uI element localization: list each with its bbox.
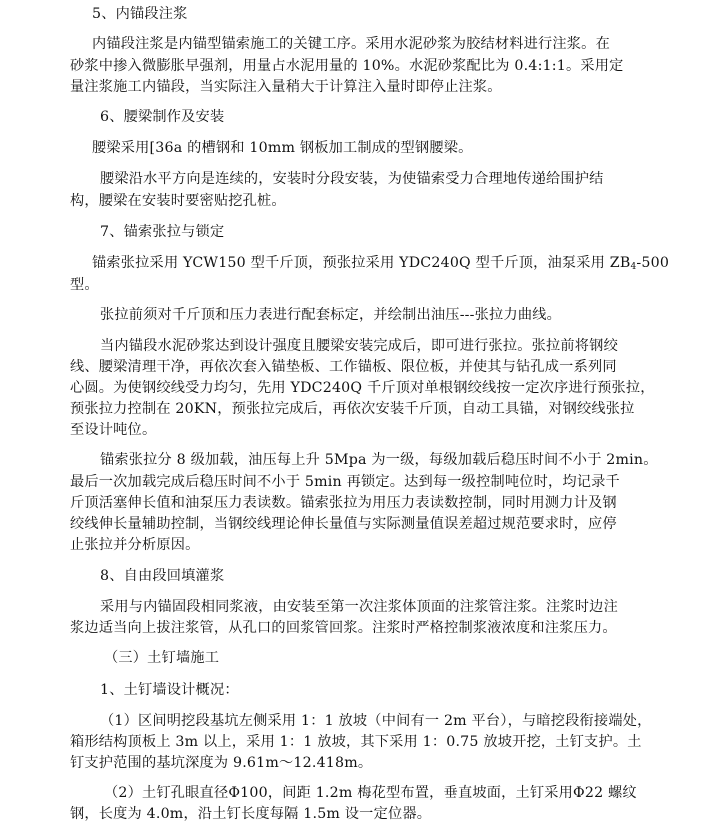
paragraph-line: 量注浆施工内锚段，当实际注入量稍大于计算注入量时即停止注浆。 — [70, 79, 502, 95]
section-heading-5: 5、内锚段注浆 — [92, 6, 188, 22]
pump-model-subscript: 4 — [630, 262, 637, 272]
section-heading-6: 6、腰梁制作及安装 — [100, 109, 225, 125]
paragraph-line: 至设计吨位。 — [70, 422, 157, 438]
jack-spec-text: 锚索张拉采用 YCW150 型千斤顶，预张拉采用 YDC240Q 型千斤顶，油泵采用 ZB — [92, 255, 631, 271]
paragraph-line: 张拉前须对千斤顶和压力表进行配套标定，并绘制出油压---张拉力曲线。 — [100, 307, 561, 323]
paragraph-line: 止张拉并分析原因。 — [70, 537, 200, 553]
paragraph-line: 锚索张拉分 8 级加载，油压每上升 5Mpa 为一级，每级加载后稳压时间不小于 2min。 — [100, 452, 658, 468]
paragraph-line: （1）区间明挖段基坑左侧采用 1：1 放坡（中间有一 2m 平台），与暗挖段衔接端处， — [100, 713, 652, 729]
paragraph-line: （2）土钉孔眼直径Φ100，间距 1.2m 梅花型布置，垂直坡面，土钉采用Φ22 螺纹 — [104, 785, 637, 801]
pump-model-suffix: -500 — [636, 255, 670, 271]
paragraph-line: 当内锚段水泥砂浆达到设计强度且腰梁安装完成后，即可进行张拉。张拉前将钢绞 — [100, 338, 618, 354]
paragraph-line: 斤顶活塞伸长值和油泵压力表读数。锚索张拉为用压力表读数控制，同时用测力计及钢 — [70, 495, 617, 511]
paragraph-line: 腰梁沿水平方向是连续的，安装时分段安装，为使锚索受力合理地传递给围护结 — [100, 171, 604, 187]
paragraph-line: 腰梁采用[36a 的槽钢和 10mm 钢板加工制成的型钢腰梁。 — [92, 140, 473, 156]
subsection-heading-1: 1、土钉墙设计概况： — [100, 682, 239, 698]
paragraph-line: 最后一次加载完成后稳压时间不小于 5min 再锁定。达到每一级控制吨位时，均记录千 — [70, 474, 620, 490]
paragraph-line: 钢，长度为 4.0m，沿土钉长度每隔 1.5m 设一定位器。 — [70, 806, 432, 822]
paragraph-line: 构，腰梁在安装时要密贴挖孔桩。 — [70, 193, 286, 209]
paragraph-line: 浆边适当向上拔注浆管，从孔口的回浆管回浆。注浆时严格控制浆液浓度和注浆压力。 — [70, 620, 617, 636]
paragraph-line: 采用与内锚固段相同浆液，由安装至第一次注浆体顶面的注浆管注浆。注浆时边注 — [100, 599, 618, 615]
paragraph-line: 绞线伸长量辅助控制，当钢绞线理论伸长量值与实际测量值误差超过规范要求时，应停 — [70, 516, 617, 532]
paragraph-line: 预张拉力控制在 20KN，预张拉完成后，再依次安装千斤顶，自动工具锚，对钢绞线张拉 — [70, 401, 635, 417]
paragraph-line: 砂浆中掺入微膨胀早强剂，用量占水泥用量的 10%。水泥砂浆配比为 0.4:1:1。采用定 — [70, 58, 624, 74]
paragraph-line: 箱形结构顶板上 3m 以上，采用 1：1 放坡，其下采用 1：0.75 放坡开挖，土钉支护。土 — [70, 734, 642, 750]
section-heading-8: 8、自由段回填灌浆 — [100, 568, 225, 584]
paragraph-line: 心圆。为使钢绞线受力均匀，先用 YDC240Q 千斤顶对单根钢绞线按一定次序进行预张拉， — [70, 380, 655, 396]
section-heading-7: 7、锚索张拉与锁定 — [100, 224, 225, 240]
paragraph-line: 型。 — [70, 277, 99, 293]
paragraph-line: 钉支护范围的基坑深度为 9.61m～12.418m。 — [70, 755, 373, 771]
paragraph-line: 线、腰梁清理干净，再依次套入锚垫板、工作锚板、限位板，并使其与钻孔成一系列同 — [70, 359, 617, 375]
section-heading-3: （三）土钉墙施工 — [104, 650, 220, 666]
paragraph-line — [92, 253, 669, 277]
paragraph-line: 内锚段注浆是内锚型锚索施工的关键工序。采用水泥砂浆为胶结材料进行注浆。在 — [92, 36, 610, 52]
